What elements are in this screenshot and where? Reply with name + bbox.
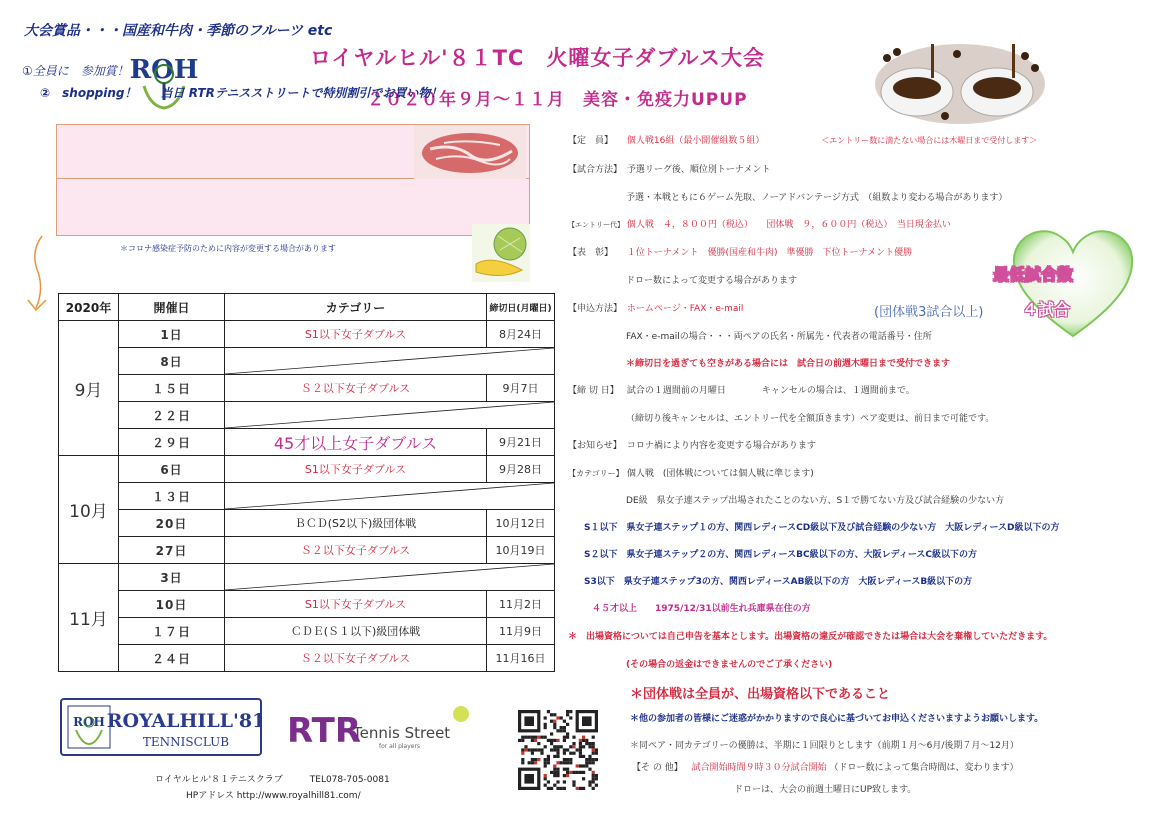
- deadline-label: 【締 切 日】: [568, 386, 619, 396]
- consideration-note: ＊他の参加者の皆様にご迷惑がかかりますので良心に基づいてお申込くださいますようお願いします。: [630, 714, 1044, 724]
- footer-contact: ロイヤルヒル'８１テニスクラブ TEL078-705-0081: [155, 775, 390, 785]
- capacity-value: 個人戦16組（最小開催組数５組）: [626, 136, 765, 146]
- prize-line-2: ② shopping！ 当日 RTRテニスストリートで特別割引でお買い物！: [40, 86, 443, 100]
- roh-logo: [128, 50, 200, 112]
- info-other: [632, 760, 1019, 773]
- empty-slot-cell: [225, 564, 555, 591]
- date-cell: 8日: [119, 348, 225, 375]
- award-line-1: １位トーナメント 優勝(国産和牛肉) 準優勝 下位トーナメント優勝: [626, 248, 913, 258]
- other-label: 【そ の 他】: [632, 763, 683, 773]
- category-cell: S1以下女子ダブルス: [225, 456, 487, 483]
- deadline-cell: 9月28日: [487, 456, 555, 483]
- date-cell: ２４日: [119, 645, 225, 672]
- page-title: ロイヤルヒル'８１TC 火曜女子ダブルス大会: [310, 46, 765, 70]
- capacity-label: 【定 員】: [568, 136, 614, 146]
- qr-code[interactable]: [518, 710, 598, 790]
- category-label: 【カテゴリー】: [568, 469, 624, 478]
- format-line-2: 予選・本戦ともに６ゲーム先取、ノーアドバンテージ方式 （組数より変わる場合があります）: [626, 193, 1008, 203]
- month-cell: 10月: [59, 456, 119, 564]
- deadline-line-2: （締切り後キャンセルは、エントリー代を全額頂きます）ペア変更は、前日まで可能です。: [626, 414, 995, 424]
- table-row: [59, 402, 555, 429]
- info-notice: [568, 438, 816, 451]
- club-logo-sub: TENNISCLUB: [142, 735, 230, 749]
- apply-line-2: FAX・e-mailの場合・・・両ペアの氏名・所属先・代表者の電話番号・住所: [626, 332, 932, 342]
- category-de: DE級 県女子連ステップ出場されたことのない方、S１で勝てない方及び試合経験の少ない方: [626, 496, 1005, 506]
- deadline-cell: 10月19日: [487, 537, 555, 564]
- other-line-1: 試合開始時間９時３０分試合開始: [691, 763, 827, 773]
- date-cell: １５日: [119, 375, 225, 402]
- empty-slot-cell: [225, 348, 555, 375]
- apply-line-3: ＊締切日を過ぎても空きがある場合には 試合日の前週木曜日まで受付できます: [626, 359, 951, 369]
- award-label: 【表 彰】: [568, 248, 614, 258]
- date-cell: １３日: [119, 483, 225, 510]
- beef-image: [414, 125, 526, 179]
- table-header-row: [59, 294, 555, 321]
- other-line-1b: （ドロー数によって集合時間は、変わります）: [829, 763, 1019, 773]
- date-cell: ２２日: [119, 402, 225, 429]
- club-logo-text: ROYALHILL'81: [106, 710, 260, 732]
- month-cell: 11月: [59, 564, 119, 672]
- table-row: [59, 456, 555, 483]
- table-row: [59, 564, 555, 591]
- apply-team-note: (団体戦3試合以上): [874, 305, 984, 320]
- rtr-logo-mark: RTR: [287, 711, 362, 751]
- table-row: [59, 483, 555, 510]
- notice-value: コロナ禍により内容を変更する場合があります: [626, 441, 816, 451]
- category-cell: Ｓ２以下女子ダブルス: [225, 645, 487, 672]
- empty-slot-cell: [225, 483, 555, 510]
- table-row: [59, 375, 555, 402]
- format-label: 【試合方法】: [568, 165, 623, 175]
- coffee-image: [875, 44, 1045, 124]
- page-subtitle: ２０２０年９月～１１月 美容・免疫力UPUP: [367, 90, 748, 110]
- footer-url[interactable]: HPアドレス http://www.royalhill81.com/: [186, 791, 361, 801]
- deadline-cell: 11月9日: [487, 618, 555, 645]
- deadline-cell: 9月7日: [487, 375, 555, 402]
- info-category: [568, 466, 814, 479]
- empty-slot-cell: [225, 402, 555, 429]
- header-year: 2020年: [59, 294, 119, 321]
- header-deadline: 締切日(月曜日): [487, 294, 555, 321]
- date-cell: 1日: [119, 321, 225, 348]
- fee-value: 個人戦 ４，８００円（税込） 団体戦 ９，６００円（税込） 当日現金払い: [626, 220, 951, 230]
- team-rule: ＊団体戦は全員が、出場資格以下であること: [630, 687, 891, 702]
- other-line-2: ドローは、大会の前週土曜日にUP致します。: [734, 785, 917, 795]
- deadline-cell: 11月16日: [487, 645, 555, 672]
- capacity-note: ＜エントリー数に満たない場合には木曜日まで受付します＞: [821, 136, 1038, 145]
- table-row: [59, 429, 555, 456]
- corona-note: ＊コロナ感染症予防のために内容が変更する場合があります: [120, 244, 336, 253]
- category-cell: Ｓ２以下女子ダブルス: [225, 375, 487, 402]
- table-row: [59, 321, 555, 348]
- table-row: [59, 510, 555, 537]
- category-cell: ＣＤＥ(Ｓ１以下)級団体戦: [225, 618, 487, 645]
- category-s1: S１以下 県女子連ステップ１の方、関西レディースCD級以下及び試合経験の少ない方 大阪レディースD級以下の方: [584, 523, 1060, 533]
- apply-label: 【申込方法】: [568, 304, 623, 314]
- date-cell: 20日: [119, 510, 225, 537]
- info-capacity: [568, 133, 1037, 146]
- date-cell: 27日: [119, 537, 225, 564]
- category-cell: ＢＣＤ(S2以下)級団体戦: [225, 510, 487, 537]
- info-award: [568, 245, 912, 258]
- info-fee: [568, 217, 951, 230]
- prize-main: 大会賞品・・・国産和牛肉・季節のフルーツ etc: [24, 23, 333, 39]
- heart-line-2: ４試合: [1022, 300, 1071, 319]
- win-limit-note: ＊同ペア・同カテゴリーの優勝は、半期に１回限りとします（前期１月～6月/後期７月～12月）: [630, 741, 1019, 751]
- date-cell: ２９日: [119, 429, 225, 456]
- heart-line-1: 最低試合数: [993, 265, 1074, 284]
- deadline-cell: 11月2日: [487, 591, 555, 618]
- deadline-line-1: 試合の１週間前の月曜日 キャンセルの場合は、１週間前まで。: [626, 386, 915, 396]
- refund-note: (その場合の返金はできませんのでご了承ください): [626, 660, 833, 670]
- notice-label: 【お知らせ】: [568, 441, 622, 451]
- category-cell: 45才以上女子ダブルス: [225, 429, 487, 456]
- fee-label: 【エントリー代】: [568, 221, 624, 229]
- category-line-0: 個人戦 (団体戦については個人戦に準じます): [626, 469, 814, 479]
- award-line-2: ドロー数によって変更する場合があります: [626, 276, 798, 286]
- table-row: [59, 537, 555, 564]
- date-cell: １７日: [119, 618, 225, 645]
- date-cell: 6日: [119, 456, 225, 483]
- prize-line-1: ①全員に 参加賞！: [22, 64, 129, 78]
- eligibility-note: ＊ 出場資格については自己申告を基本とします。出場資格の違反が確認できたは場合は大会を棄権していただきます。: [568, 632, 1053, 642]
- table-row: [59, 618, 555, 645]
- table-row: [59, 591, 555, 618]
- rtr-logo: [283, 702, 473, 754]
- category-cell: Ｓ２以下女子ダブルス: [225, 537, 487, 564]
- rtr-logo-sub: for all players: [379, 743, 421, 750]
- category-s2: S２以下 県女子連ステップ２の方、関西レディースBC級以下の方、大阪レディースC級以下の方: [584, 550, 978, 560]
- club-logo-mark: ROH: [73, 715, 105, 729]
- roh-logo-text: ROH: [129, 55, 199, 85]
- category-s3: S3以下 県女子連ステップ3の方、関西レディースAB級以下の方 大阪レディースB級以下の方: [584, 577, 973, 587]
- category-cell: S1以下女子ダブルス: [225, 321, 487, 348]
- date-cell: 3日: [119, 564, 225, 591]
- apply-line-1: ホームページ・FAX・e-mail: [626, 304, 744, 314]
- deadline-cell: 8月24日: [487, 321, 555, 348]
- header-category: カテゴリー: [225, 294, 487, 321]
- table-row: [59, 645, 555, 672]
- table-row: [59, 348, 555, 375]
- info-apply: [568, 301, 743, 314]
- info-deadline: [568, 383, 915, 396]
- royalhill-logo: [60, 698, 262, 756]
- deadline-cell: 9月21日: [487, 429, 555, 456]
- month-cell: 9月: [59, 321, 119, 456]
- schedule-table: [58, 293, 555, 672]
- rtr-logo-text: Tennis Street: [353, 724, 451, 742]
- deadline-cell: 10月12日: [487, 510, 555, 537]
- date-cell: 10日: [119, 591, 225, 618]
- category-cell: S1以下女子ダブルス: [225, 591, 487, 618]
- header-date: 開催日: [119, 294, 225, 321]
- fruit-image: [472, 224, 530, 282]
- format-line-1: 予選リーグ後、順位別トーナメント: [626, 165, 771, 175]
- category-45: ４５才以上 1975/12/31以前生れ兵庫県在住の方: [592, 604, 811, 614]
- info-format: [568, 162, 771, 175]
